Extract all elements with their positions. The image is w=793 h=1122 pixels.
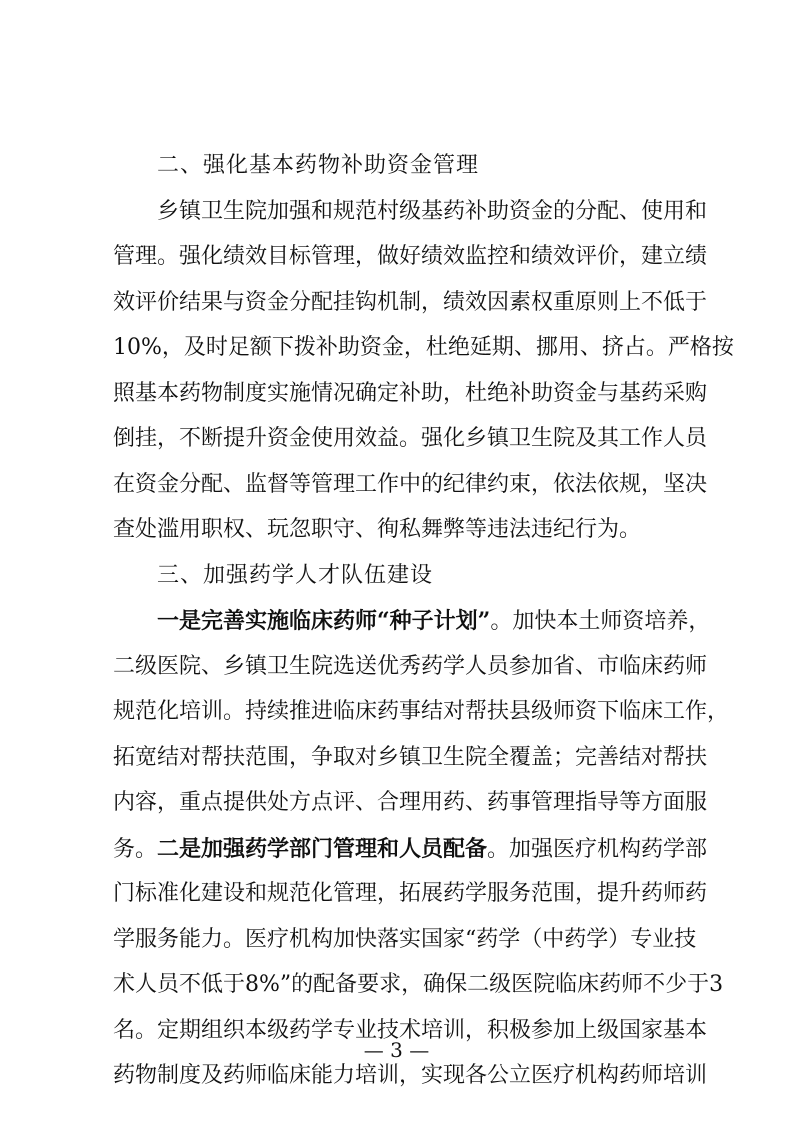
section-3-line-1 — [157, 601, 711, 641]
section-3-line-4: 拓宽结对帮扶范围，争取对乡镇卫生院全覆盖；完善结对帮扶 — [113, 745, 708, 770]
section-2-line-6: 倒挂，不断提升资金使用效益。强化乡镇卫生院及其工作人员 — [113, 426, 708, 451]
section-2-line-4: 10%，及时足额下拨补助资金，杜绝延期、挪用、挤占。严格按 — [113, 335, 734, 360]
section-2-line-1: 乡镇卫生院加强和规范村级基药补助资金的分配、使用和 — [157, 199, 708, 224]
section-3-line-5: 内容，重点提供处方点评、合理用药、药事管理指导等方面服 — [113, 790, 708, 815]
section-3-heading: 三、加强药学人才队伍建设 — [157, 563, 434, 588]
section-2-line-8: 查处滥用职权、玩忽职守、徇私舞弊等违法违纪行为。 — [113, 517, 642, 542]
section-3-line-10: 名。定期组织本级药学专业技术培训，积极参加上级国家基本 — [113, 1018, 708, 1043]
section-3-line-3: 规范化培训。持续推进临床药事结对帮扶县级师资下临床工作， — [113, 699, 730, 724]
pharmacy-dept-intro: 。加强医疗机构药学部 — [487, 837, 708, 862]
seed-plan-intro: 。加快本土师资培养， — [490, 609, 711, 634]
section-2-line-5: 照基本药物制度实施情况确定补助，杜绝补助资金与基药采购 — [113, 381, 708, 406]
seed-plan-title: 一是完善实施临床药师“种子计划” — [157, 608, 491, 634]
section-3-line-2: 二级医院、乡镇卫生院选送优秀药学人员参加省、市临床药师 — [113, 654, 708, 679]
pharmacy-dept-title: 二是加强药学部门管理和人员配备 — [157, 836, 488, 862]
section-3-line-6 — [113, 829, 708, 869]
page-number: — 3 — — [363, 1038, 430, 1062]
section-3-line-8: 学服务能力。医疗机构加快落实国家“药学（中药学）专业技 — [113, 927, 697, 952]
section-2-line-3: 效评价结果与资金分配挂钩机制，绩效因素权重原则上不低于 — [113, 290, 708, 315]
service-end: 务。 — [113, 837, 158, 862]
section-3-line-7: 门标准化建设和规范化管理，拓展药学服务范围，提升药师药 — [113, 881, 708, 906]
section-2-line-7: 在资金分配、监督等管理工作中的纪律约束，依法依规，坚决 — [113, 472, 708, 497]
section-2-line-2: 管理。强化绩效目标管理，做好绩效监控和绩效评价，建立绩 — [113, 244, 708, 269]
section-3-line-11: 药物制度及药师临床能力培训，实现各公立医疗机构药师培训 — [113, 1063, 708, 1088]
section-3-line-9: 术人员不低于8%”的配备要求，确保二级医院临床药师不少于3 — [113, 972, 724, 997]
section-2-heading: 二、强化基本药物补助资金管理 — [157, 153, 480, 178]
